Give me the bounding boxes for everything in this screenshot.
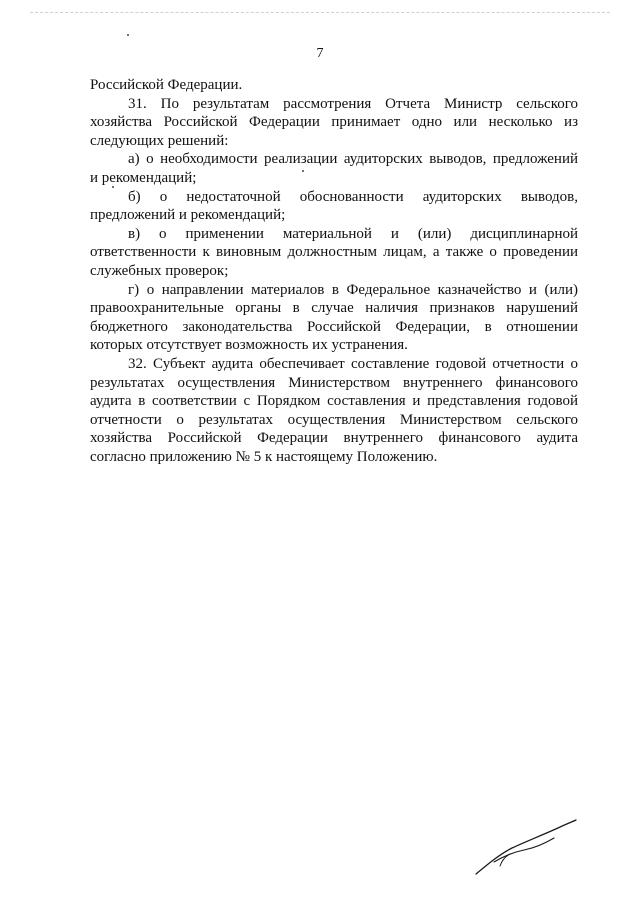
text-line: отчетности о результатах осуществления Министерством сельского: [90, 411, 578, 428]
text-line: 31. По результатам рассмотрения Отчета Министр сельского: [128, 95, 578, 112]
page-number: 7: [316, 46, 324, 61]
scan-speck: [127, 34, 129, 36]
text-line: ответственности к виновным должностным лицам, а также о проведении: [90, 244, 578, 261]
text-line: а) о необходимости реализации аудиторских выводов, предложений: [128, 151, 578, 168]
text-line: согласно приложению № 5 к настоящему Положению.: [90, 448, 438, 465]
text-line: следующих решений:: [90, 132, 229, 149]
text-line: хозяйства Российской Федерации принимает одно или несколько из: [90, 114, 578, 131]
text-line: аудита в соответствии с Порядком составления и представления годовой: [90, 393, 578, 410]
text-line: в) о применении материальной и (или) дисциплинарной: [128, 225, 578, 242]
text-line: б) о недостаточной обоснованности аудиторских выводов,: [128, 188, 578, 205]
text-line: 32. Субъект аудита обеспечивает составление годовой отчетности о: [128, 355, 578, 372]
scan-artifact-top-line: [30, 12, 610, 15]
text-line: которых отсутствует возможность их устранения.: [90, 337, 408, 354]
text-line: бюджетного законодательства Российской Федерации, в отношении: [90, 318, 578, 335]
handwritten-signature: [470, 818, 580, 878]
text-line: служебных проверок;: [90, 262, 229, 279]
text-line: г) о направлении материалов в Федеральное казначейство и (или): [128, 281, 578, 298]
text-line: результатах осуществления Министерством внутреннего финансового: [90, 374, 578, 391]
text-line: предложений и рекомендаций;: [90, 207, 286, 224]
text-line: правоохранительные органы в случае наличия признаков нарушений: [90, 300, 578, 317]
text-line: Российской Федерации.: [90, 77, 243, 93]
text-line: и рекомендаций;: [90, 169, 197, 186]
document-body: [90, 76, 578, 466]
text-line: хозяйства Российской Федерации внутреннего финансового аудита: [90, 430, 578, 447]
